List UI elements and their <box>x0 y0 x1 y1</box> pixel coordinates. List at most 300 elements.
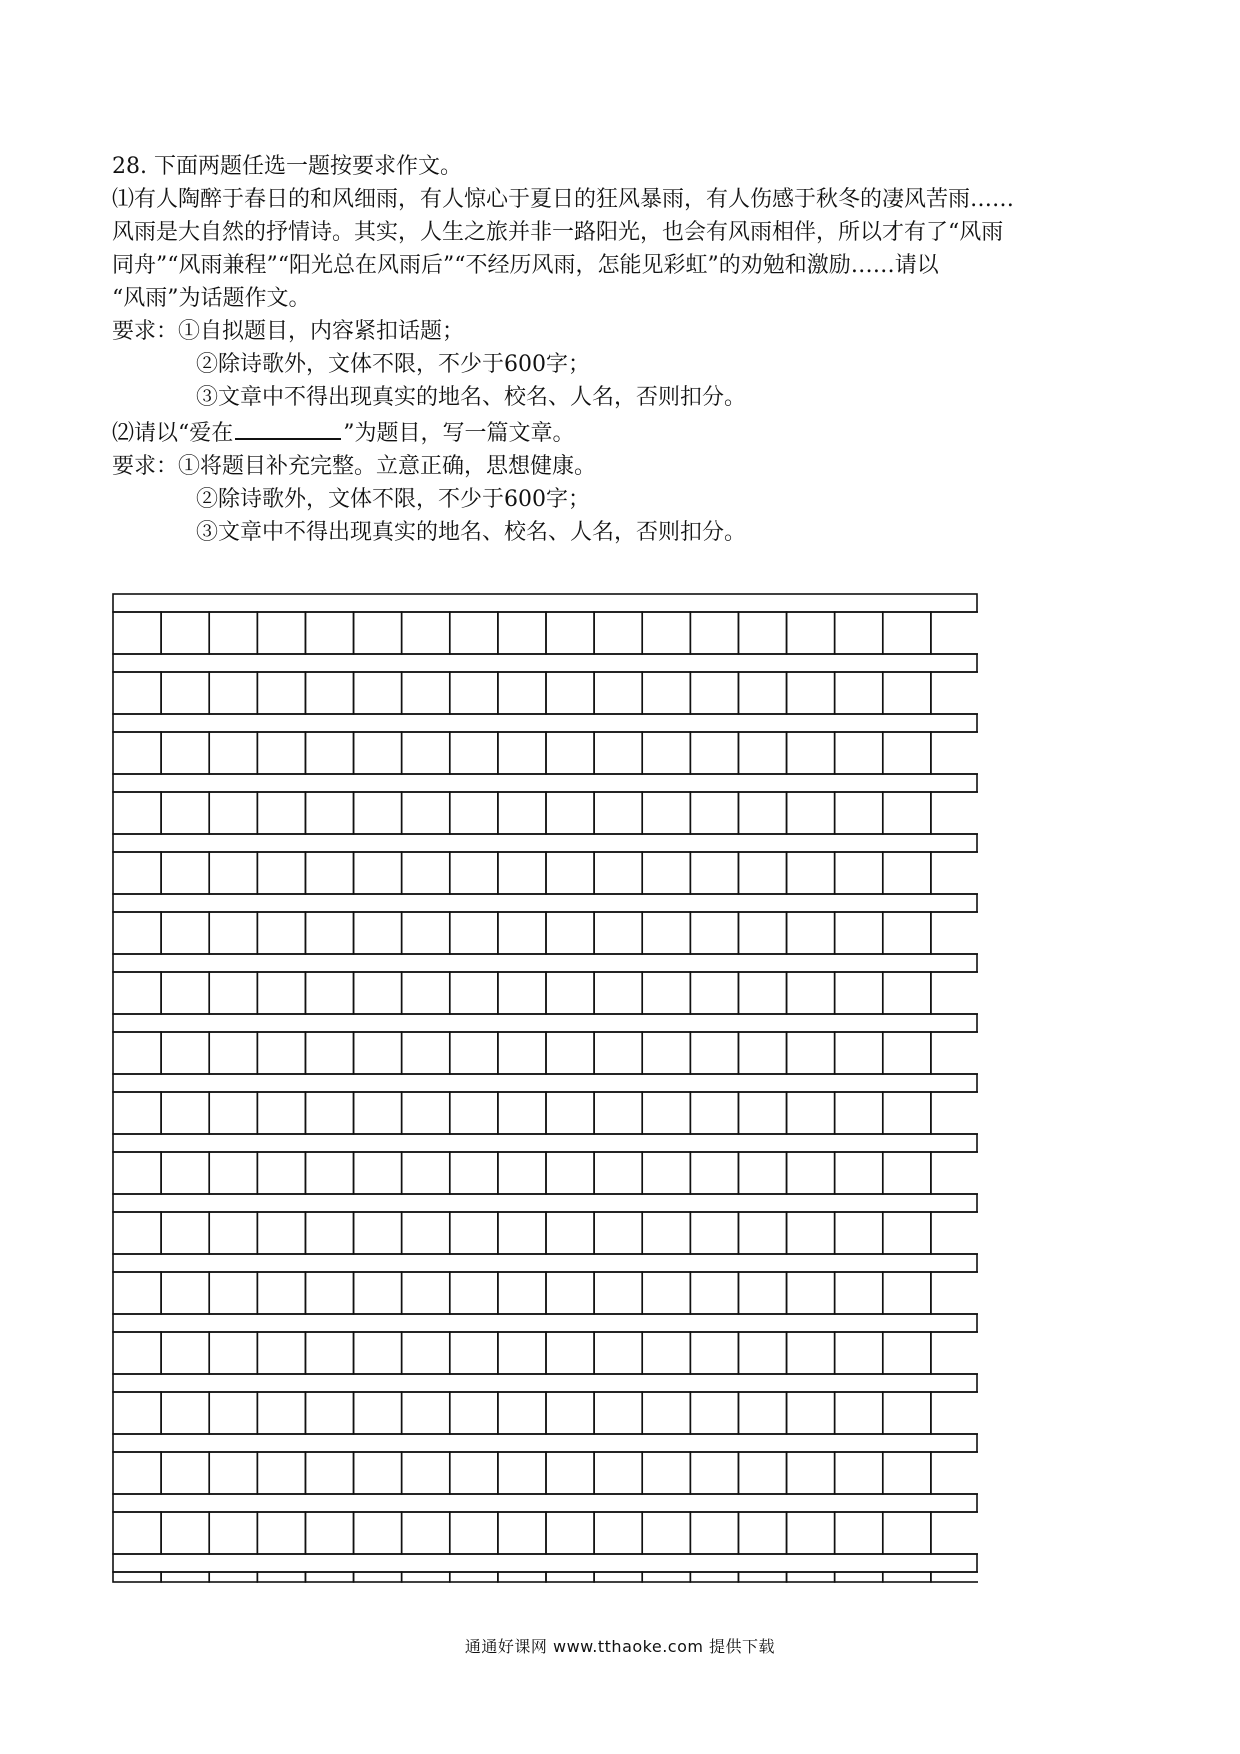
grid-cell[interactable] <box>883 1572 931 1582</box>
grid-cell[interactable] <box>594 672 642 714</box>
grid-cell[interactable] <box>161 1392 209 1434</box>
grid-cell[interactable] <box>161 852 209 894</box>
grid-cell[interactable] <box>931 612 978 654</box>
grid-cell[interactable] <box>835 1032 883 1074</box>
grid-cell[interactable] <box>209 1152 257 1194</box>
grid-cell[interactable] <box>594 1452 642 1494</box>
grid-cell[interactable] <box>354 1032 402 1074</box>
grid-cell[interactable] <box>305 1512 353 1554</box>
grid-spacer-strip[interactable] <box>113 954 977 972</box>
grid-cell[interactable] <box>498 732 546 774</box>
grid-cell[interactable] <box>835 912 883 954</box>
grid-cell[interactable] <box>835 1392 883 1434</box>
grid-spacer-strip[interactable] <box>113 894 977 912</box>
grid-cell[interactable] <box>883 1092 931 1134</box>
grid-cell[interactable] <box>594 1572 642 1582</box>
grid-cell[interactable] <box>209 1272 257 1314</box>
grid-cell[interactable] <box>450 1512 498 1554</box>
grid-cell[interactable] <box>402 1032 450 1074</box>
grid-cell[interactable] <box>787 612 835 654</box>
grid-cell[interactable] <box>209 612 257 654</box>
grid-cell[interactable] <box>257 1392 305 1434</box>
grid-cell[interactable] <box>787 1392 835 1434</box>
grid-cell[interactable] <box>883 732 931 774</box>
grid-spacer-strip[interactable] <box>113 1194 977 1212</box>
grid-cell[interactable] <box>450 1572 498 1582</box>
grid-cell[interactable] <box>257 792 305 834</box>
grid-cell[interactable] <box>690 732 738 774</box>
grid-cell[interactable] <box>883 672 931 714</box>
grid-cell[interactable] <box>257 1212 305 1254</box>
grid-spacer-strip[interactable] <box>113 594 977 612</box>
grid-cell[interactable] <box>257 1032 305 1074</box>
grid-cell[interactable] <box>883 792 931 834</box>
grid-cell[interactable] <box>787 1092 835 1134</box>
grid-cell[interactable] <box>738 1092 786 1134</box>
grid-cell[interactable] <box>498 612 546 654</box>
grid-cell[interactable] <box>787 852 835 894</box>
grid-cell[interactable] <box>690 1032 738 1074</box>
grid-cell[interactable] <box>257 1332 305 1374</box>
grid-cell[interactable] <box>161 912 209 954</box>
grid-cell[interactable] <box>113 1452 161 1494</box>
grid-cell[interactable] <box>835 612 883 654</box>
grid-cell[interactable] <box>642 1152 690 1194</box>
grid-cell[interactable] <box>498 1332 546 1374</box>
grid-cell[interactable] <box>257 1092 305 1134</box>
grid-cell[interactable] <box>209 1572 257 1582</box>
grid-spacer-strip[interactable] <box>113 714 977 732</box>
grid-cell[interactable] <box>642 1272 690 1314</box>
grid-cell[interactable] <box>402 1152 450 1194</box>
grid-cell[interactable] <box>883 912 931 954</box>
grid-cell[interactable] <box>642 1092 690 1134</box>
grid-cell[interactable] <box>546 1032 594 1074</box>
grid-cell[interactable] <box>738 1392 786 1434</box>
writing-grid[interactable] <box>112 593 978 1603</box>
grid-cell[interactable] <box>161 1572 209 1582</box>
grid-cell[interactable] <box>305 1212 353 1254</box>
grid-cell[interactable] <box>498 792 546 834</box>
grid-cell[interactable] <box>209 912 257 954</box>
grid-cell[interactable] <box>354 1512 402 1554</box>
grid-cell[interactable] <box>498 1092 546 1134</box>
grid-cell[interactable] <box>642 1512 690 1554</box>
grid-cell[interactable] <box>209 792 257 834</box>
grid-cell[interactable] <box>690 1272 738 1314</box>
grid-cell[interactable] <box>257 1152 305 1194</box>
grid-cell[interactable] <box>402 1272 450 1314</box>
grid-cell[interactable] <box>546 1452 594 1494</box>
grid-cell[interactable] <box>690 1452 738 1494</box>
grid-cell[interactable] <box>354 732 402 774</box>
grid-cell[interactable] <box>787 1032 835 1074</box>
grid-cell[interactable] <box>931 1032 978 1074</box>
grid-spacer-strip[interactable] <box>113 1374 977 1392</box>
grid-cell[interactable] <box>594 612 642 654</box>
grid-cell[interactable] <box>738 1512 786 1554</box>
grid-cell[interactable] <box>883 1212 931 1254</box>
grid-cell[interactable] <box>305 1572 353 1582</box>
grid-cell[interactable] <box>931 1272 978 1314</box>
grid-cell[interactable] <box>209 1512 257 1554</box>
grid-cell[interactable] <box>594 1392 642 1434</box>
grid-cell[interactable] <box>642 1572 690 1582</box>
grid-cell[interactable] <box>450 1272 498 1314</box>
grid-cell[interactable] <box>546 732 594 774</box>
grid-cell[interactable] <box>931 1092 978 1134</box>
grid-cell[interactable] <box>883 1452 931 1494</box>
grid-cell[interactable] <box>546 1092 594 1134</box>
grid-cell[interactable] <box>787 1212 835 1254</box>
grid-cell[interactable] <box>835 1272 883 1314</box>
grid-cell[interactable] <box>257 1452 305 1494</box>
grid-cell[interactable] <box>161 1092 209 1134</box>
grid-cell[interactable] <box>450 792 498 834</box>
grid-cell[interactable] <box>883 1332 931 1374</box>
grid-cell[interactable] <box>402 1512 450 1554</box>
grid-cell[interactable] <box>161 1332 209 1374</box>
grid-cell[interactable] <box>257 1272 305 1314</box>
grid-cell[interactable] <box>450 1032 498 1074</box>
grid-cell[interactable] <box>257 912 305 954</box>
grid-cell[interactable] <box>354 792 402 834</box>
grid-cell[interactable] <box>835 1152 883 1194</box>
grid-cell[interactable] <box>113 732 161 774</box>
grid-cell[interactable] <box>738 1272 786 1314</box>
grid-cell[interactable] <box>931 1392 978 1434</box>
grid-cell[interactable] <box>787 1572 835 1582</box>
grid-cell[interactable] <box>498 1212 546 1254</box>
grid-cell[interactable] <box>594 1092 642 1134</box>
grid-cell[interactable] <box>883 1392 931 1434</box>
grid-cell[interactable] <box>113 1092 161 1134</box>
grid-cell[interactable] <box>787 1152 835 1194</box>
grid-cell[interactable] <box>209 972 257 1014</box>
grid-cell[interactable] <box>354 1572 402 1582</box>
grid-cell[interactable] <box>402 1392 450 1434</box>
grid-cell[interactable] <box>738 1032 786 1074</box>
grid-cell[interactable] <box>209 1032 257 1074</box>
grid-cell[interactable] <box>450 612 498 654</box>
grid-cell[interactable] <box>690 1392 738 1434</box>
grid-cell[interactable] <box>305 1452 353 1494</box>
grid-cell[interactable] <box>642 1392 690 1434</box>
grid-cell[interactable] <box>883 612 931 654</box>
grid-cell[interactable] <box>161 1032 209 1074</box>
grid-cell[interactable] <box>354 1452 402 1494</box>
grid-cell[interactable] <box>738 672 786 714</box>
grid-cell[interactable] <box>738 732 786 774</box>
grid-cell[interactable] <box>835 1092 883 1134</box>
grid-cell[interactable] <box>305 912 353 954</box>
grid-cell[interactable] <box>690 1092 738 1134</box>
grid-spacer-strip[interactable] <box>113 654 977 672</box>
grid-cell[interactable] <box>690 1152 738 1194</box>
grid-cell[interactable] <box>738 1452 786 1494</box>
grid-cell[interactable] <box>690 672 738 714</box>
grid-cell[interactable] <box>642 972 690 1014</box>
grid-cell[interactable] <box>787 732 835 774</box>
grid-cell[interactable] <box>209 732 257 774</box>
grid-cell[interactable] <box>642 912 690 954</box>
grid-cell[interactable] <box>209 1332 257 1374</box>
grid-cell[interactable] <box>498 1572 546 1582</box>
grid-cell[interactable] <box>354 1152 402 1194</box>
grid-cell[interactable] <box>354 1392 402 1434</box>
grid-cell[interactable] <box>546 1332 594 1374</box>
grid-cell[interactable] <box>787 1452 835 1494</box>
grid-cell[interactable] <box>209 1392 257 1434</box>
grid-cell[interactable] <box>450 912 498 954</box>
grid-cell[interactable] <box>113 1032 161 1074</box>
grid-cell[interactable] <box>113 1152 161 1194</box>
grid-cell[interactable] <box>642 1032 690 1074</box>
grid-cell[interactable] <box>450 972 498 1014</box>
grid-cell[interactable] <box>498 852 546 894</box>
grid-cell[interactable] <box>690 852 738 894</box>
grid-cell[interactable] <box>594 1272 642 1314</box>
grid-cell[interactable] <box>354 1332 402 1374</box>
grid-cell[interactable] <box>546 1272 594 1314</box>
grid-cell[interactable] <box>402 1332 450 1374</box>
grid-cell[interactable] <box>450 852 498 894</box>
grid-cell[interactable] <box>546 972 594 1014</box>
grid-cell[interactable] <box>498 1272 546 1314</box>
grid-cell[interactable] <box>113 972 161 1014</box>
grid-cell[interactable] <box>305 792 353 834</box>
grid-cell[interactable] <box>402 612 450 654</box>
grid-cell[interactable] <box>354 672 402 714</box>
grid-cell[interactable] <box>787 1272 835 1314</box>
grid-cell[interactable] <box>931 792 978 834</box>
grid-cell[interactable] <box>113 1572 161 1582</box>
grid-cell[interactable] <box>402 732 450 774</box>
grid-cell[interactable] <box>931 1512 978 1554</box>
grid-cell[interactable] <box>690 912 738 954</box>
grid-cell[interactable] <box>738 912 786 954</box>
grid-cell[interactable] <box>161 672 209 714</box>
grid-cell[interactable] <box>738 1332 786 1374</box>
grid-cell[interactable] <box>546 612 594 654</box>
grid-cell[interactable] <box>402 1452 450 1494</box>
grid-cell[interactable] <box>257 972 305 1014</box>
grid-cell[interactable] <box>402 972 450 1014</box>
grid-cell[interactable] <box>931 1332 978 1374</box>
grid-cell[interactable] <box>257 1572 305 1582</box>
grid-cell[interactable] <box>835 852 883 894</box>
grid-cell[interactable] <box>450 672 498 714</box>
grid-cell[interactable] <box>835 792 883 834</box>
grid-cell[interactable] <box>787 972 835 1014</box>
grid-cell[interactable] <box>113 1392 161 1434</box>
grid-cell[interactable] <box>594 972 642 1014</box>
grid-cell[interactable] <box>546 852 594 894</box>
grid-cell[interactable] <box>738 1212 786 1254</box>
grid-cell[interactable] <box>690 1212 738 1254</box>
grid-cell[interactable] <box>161 1452 209 1494</box>
grid-cell[interactable] <box>883 1152 931 1194</box>
grid-spacer-strip[interactable] <box>113 1134 977 1152</box>
grid-cell[interactable] <box>450 1092 498 1134</box>
grid-cell[interactable] <box>883 852 931 894</box>
grid-cell[interactable] <box>305 1092 353 1134</box>
grid-cell[interactable] <box>835 1332 883 1374</box>
grid-cell[interactable] <box>402 1092 450 1134</box>
grid-cell[interactable] <box>498 912 546 954</box>
grid-cell[interactable] <box>738 1152 786 1194</box>
grid-cell[interactable] <box>594 732 642 774</box>
grid-cell[interactable] <box>257 732 305 774</box>
grid-cell[interactable] <box>498 1392 546 1434</box>
grid-cell[interactable] <box>835 972 883 1014</box>
grid-cell[interactable] <box>690 1512 738 1554</box>
grid-cell[interactable] <box>690 612 738 654</box>
grid-cell[interactable] <box>305 672 353 714</box>
grid-cell[interactable] <box>498 672 546 714</box>
grid-spacer-strip[interactable] <box>113 1434 977 1452</box>
grid-cell[interactable] <box>305 612 353 654</box>
grid-cell[interactable] <box>161 732 209 774</box>
grid-cell[interactable] <box>883 1032 931 1074</box>
grid-spacer-strip[interactable] <box>113 834 977 852</box>
grid-cell[interactable] <box>738 792 786 834</box>
grid-cell[interactable] <box>690 972 738 1014</box>
grid-cell[interactable] <box>594 1332 642 1374</box>
grid-cell[interactable] <box>931 852 978 894</box>
grid-cell[interactable] <box>354 1272 402 1314</box>
grid-cell[interactable] <box>835 672 883 714</box>
grid-cell[interactable] <box>931 912 978 954</box>
grid-cell[interactable] <box>209 672 257 714</box>
grid-cell[interactable] <box>113 792 161 834</box>
grid-spacer-strip[interactable] <box>113 1254 977 1272</box>
grid-cell[interactable] <box>787 792 835 834</box>
grid-cell[interactable] <box>931 1452 978 1494</box>
grid-cell[interactable] <box>113 672 161 714</box>
grid-cell[interactable] <box>931 972 978 1014</box>
grid-cell[interactable] <box>594 1512 642 1554</box>
grid-cell[interactable] <box>257 672 305 714</box>
grid-cell[interactable] <box>305 1272 353 1314</box>
grid-cell[interactable] <box>498 1152 546 1194</box>
grid-cell[interactable] <box>546 672 594 714</box>
grid-cell[interactable] <box>402 792 450 834</box>
grid-cell[interactable] <box>354 912 402 954</box>
grid-cell[interactable] <box>642 1212 690 1254</box>
grid-cell[interactable] <box>161 792 209 834</box>
grid-cell[interactable] <box>257 852 305 894</box>
grid-cell[interactable] <box>402 672 450 714</box>
grid-cell[interactable] <box>642 732 690 774</box>
grid-cell[interactable] <box>883 1272 931 1314</box>
grid-cell[interactable] <box>354 612 402 654</box>
grid-cell[interactable] <box>594 1152 642 1194</box>
grid-cell[interactable] <box>161 1272 209 1314</box>
grid-cell[interactable] <box>883 1512 931 1554</box>
grid-cell[interactable] <box>113 912 161 954</box>
grid-cell[interactable] <box>546 1212 594 1254</box>
grid-cell[interactable] <box>257 612 305 654</box>
grid-cell[interactable] <box>738 612 786 654</box>
grid-cell[interactable] <box>450 732 498 774</box>
grid-cell[interactable] <box>209 852 257 894</box>
grid-cell[interactable] <box>642 792 690 834</box>
grid-cell[interactable] <box>354 972 402 1014</box>
grid-cell[interactable] <box>787 672 835 714</box>
grid-cell[interactable] <box>594 1032 642 1074</box>
grid-cell[interactable] <box>546 1572 594 1582</box>
grid-cell[interactable] <box>305 972 353 1014</box>
grid-cell[interactable] <box>931 1572 978 1582</box>
grid-cell[interactable] <box>642 672 690 714</box>
grid-cell[interactable] <box>835 1512 883 1554</box>
grid-cell[interactable] <box>161 612 209 654</box>
grid-cell[interactable] <box>642 612 690 654</box>
grid-cell[interactable] <box>498 1512 546 1554</box>
grid-cell[interactable] <box>450 1152 498 1194</box>
grid-cell[interactable] <box>835 1212 883 1254</box>
grid-cell[interactable] <box>402 852 450 894</box>
grid-cell[interactable] <box>113 1212 161 1254</box>
grid-cell[interactable] <box>883 972 931 1014</box>
grid-cell[interactable] <box>402 1212 450 1254</box>
grid-cell[interactable] <box>738 972 786 1014</box>
grid-cell[interactable] <box>450 1212 498 1254</box>
grid-cell[interactable] <box>257 1512 305 1554</box>
grid-cell[interactable] <box>546 792 594 834</box>
grid-cell[interactable] <box>113 852 161 894</box>
grid-cell[interactable] <box>594 912 642 954</box>
grid-cell[interactable] <box>738 852 786 894</box>
grid-cell[interactable] <box>690 792 738 834</box>
grid-cell[interactable] <box>738 1572 786 1582</box>
grid-cell[interactable] <box>305 852 353 894</box>
grid-cell[interactable] <box>450 1452 498 1494</box>
grid-cell[interactable] <box>450 1332 498 1374</box>
grid-cell[interactable] <box>113 1332 161 1374</box>
grid-cell[interactable] <box>305 1332 353 1374</box>
grid-cell[interactable] <box>161 1212 209 1254</box>
grid-cell[interactable] <box>546 912 594 954</box>
grid-cell[interactable] <box>161 1512 209 1554</box>
grid-cell[interactable] <box>787 912 835 954</box>
grid-cell[interactable] <box>498 1452 546 1494</box>
grid-cell[interactable] <box>546 1152 594 1194</box>
grid-cell[interactable] <box>690 1572 738 1582</box>
grid-spacer-strip[interactable] <box>113 1014 977 1032</box>
grid-cell[interactable] <box>546 1512 594 1554</box>
grid-cell[interactable] <box>931 672 978 714</box>
grid-cell[interactable] <box>305 1392 353 1434</box>
grid-spacer-strip[interactable] <box>113 1314 977 1332</box>
grid-cell[interactable] <box>594 1212 642 1254</box>
grid-cell[interactable] <box>835 732 883 774</box>
grid-cell[interactable] <box>642 1452 690 1494</box>
grid-cell[interactable] <box>209 1092 257 1134</box>
grid-cell[interactable] <box>835 1452 883 1494</box>
grid-cell[interactable] <box>402 912 450 954</box>
grid-spacer-strip[interactable] <box>113 1554 977 1572</box>
grid-cell[interactable] <box>113 1512 161 1554</box>
grid-cell[interactable] <box>498 1032 546 1074</box>
grid-cell[interactable] <box>161 972 209 1014</box>
grid-cell[interactable] <box>931 1152 978 1194</box>
grid-spacer-strip[interactable] <box>113 774 977 792</box>
grid-spacer-strip[interactable] <box>113 1074 977 1092</box>
grid-cell[interactable] <box>450 1392 498 1434</box>
grid-cell[interactable] <box>787 1512 835 1554</box>
